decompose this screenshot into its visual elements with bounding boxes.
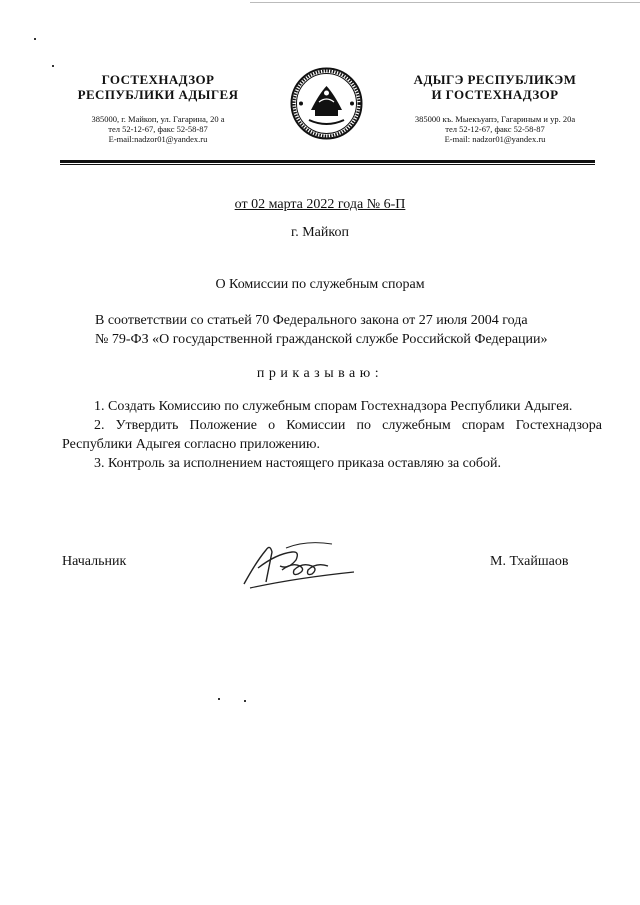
scan-speck (244, 700, 246, 702)
org-name-ru-line1: ГОСТЕХНАДЗОР (101, 72, 215, 87)
order-date-number-text: от 02 марта 2022 года № 6-П (234, 197, 406, 212)
basis-line: № 79-ФЗ «О государственной гражданской службе Российской Федерации» (95, 332, 548, 347)
address-line: 385000, г. Майкоп, ул. Гагарина, 20 а (91, 114, 225, 124)
address-line: 385000 къ. Мыекъуапэ, Гагариным и ур. 20а (414, 114, 576, 124)
scan-edge-line (250, 2, 640, 3)
header-divider-thick (60, 160, 595, 163)
org-name-ru-line2: РЕСПУБЛИКИ АДЫГЕЯ (77, 87, 239, 102)
basis-line: В соответствии со статьей 70 Федерального закона от 27 июля 2004 года (95, 313, 528, 328)
org-address-ady (395, 114, 595, 144)
org-address-ru (58, 114, 258, 144)
republic-of-adygea-emblem-icon (289, 66, 364, 141)
order-item: 3. Контроль за исполнением настоящего приказа оставляю за собой. (94, 456, 502, 471)
email-line: E-mail:nadzor01@yandex.ru (108, 134, 208, 144)
scan-speck (218, 698, 220, 700)
org-name-ady-line2: И ГОСТЕХНАДЗОР (431, 87, 559, 102)
signer-name: М. Тхайшаов (490, 554, 569, 569)
org-name-ady-line1: АДЫГЭ РЕСПУБЛИКЭМ (413, 72, 577, 87)
order-verb: приказываю: (256, 366, 384, 381)
signer-position: Начальник (62, 554, 127, 569)
header-left-block (58, 72, 258, 144)
order-item: 2. Утвердить Положение о Комиссии по служебным спорам Гостехнадзора Республики Адыгея согласно приложению. (62, 418, 602, 452)
order-legal-basis (95, 311, 595, 349)
header-divider-thin (60, 164, 595, 165)
scan-speck (34, 38, 36, 40)
scan-speck (52, 65, 54, 67)
header-right-block (395, 72, 595, 144)
phone-line: тел 52-12-67, факс 52-58-87 (445, 124, 545, 134)
phone-line: тел 52-12-67, факс 52-58-87 (108, 124, 208, 134)
order-date-number (0, 197, 640, 213)
order-item: 1. Создать Комиссию по служебным спорам Гостехнадзора Республики Адыгея. (94, 399, 573, 414)
order-city: г. Майкоп (291, 225, 349, 240)
order-items (62, 397, 602, 473)
email-line: E-mail: nadzor01@yandex.ru (444, 134, 546, 144)
order-subject: О Комиссии по служебным спорам (215, 277, 425, 292)
handwritten-signature (236, 532, 361, 592)
